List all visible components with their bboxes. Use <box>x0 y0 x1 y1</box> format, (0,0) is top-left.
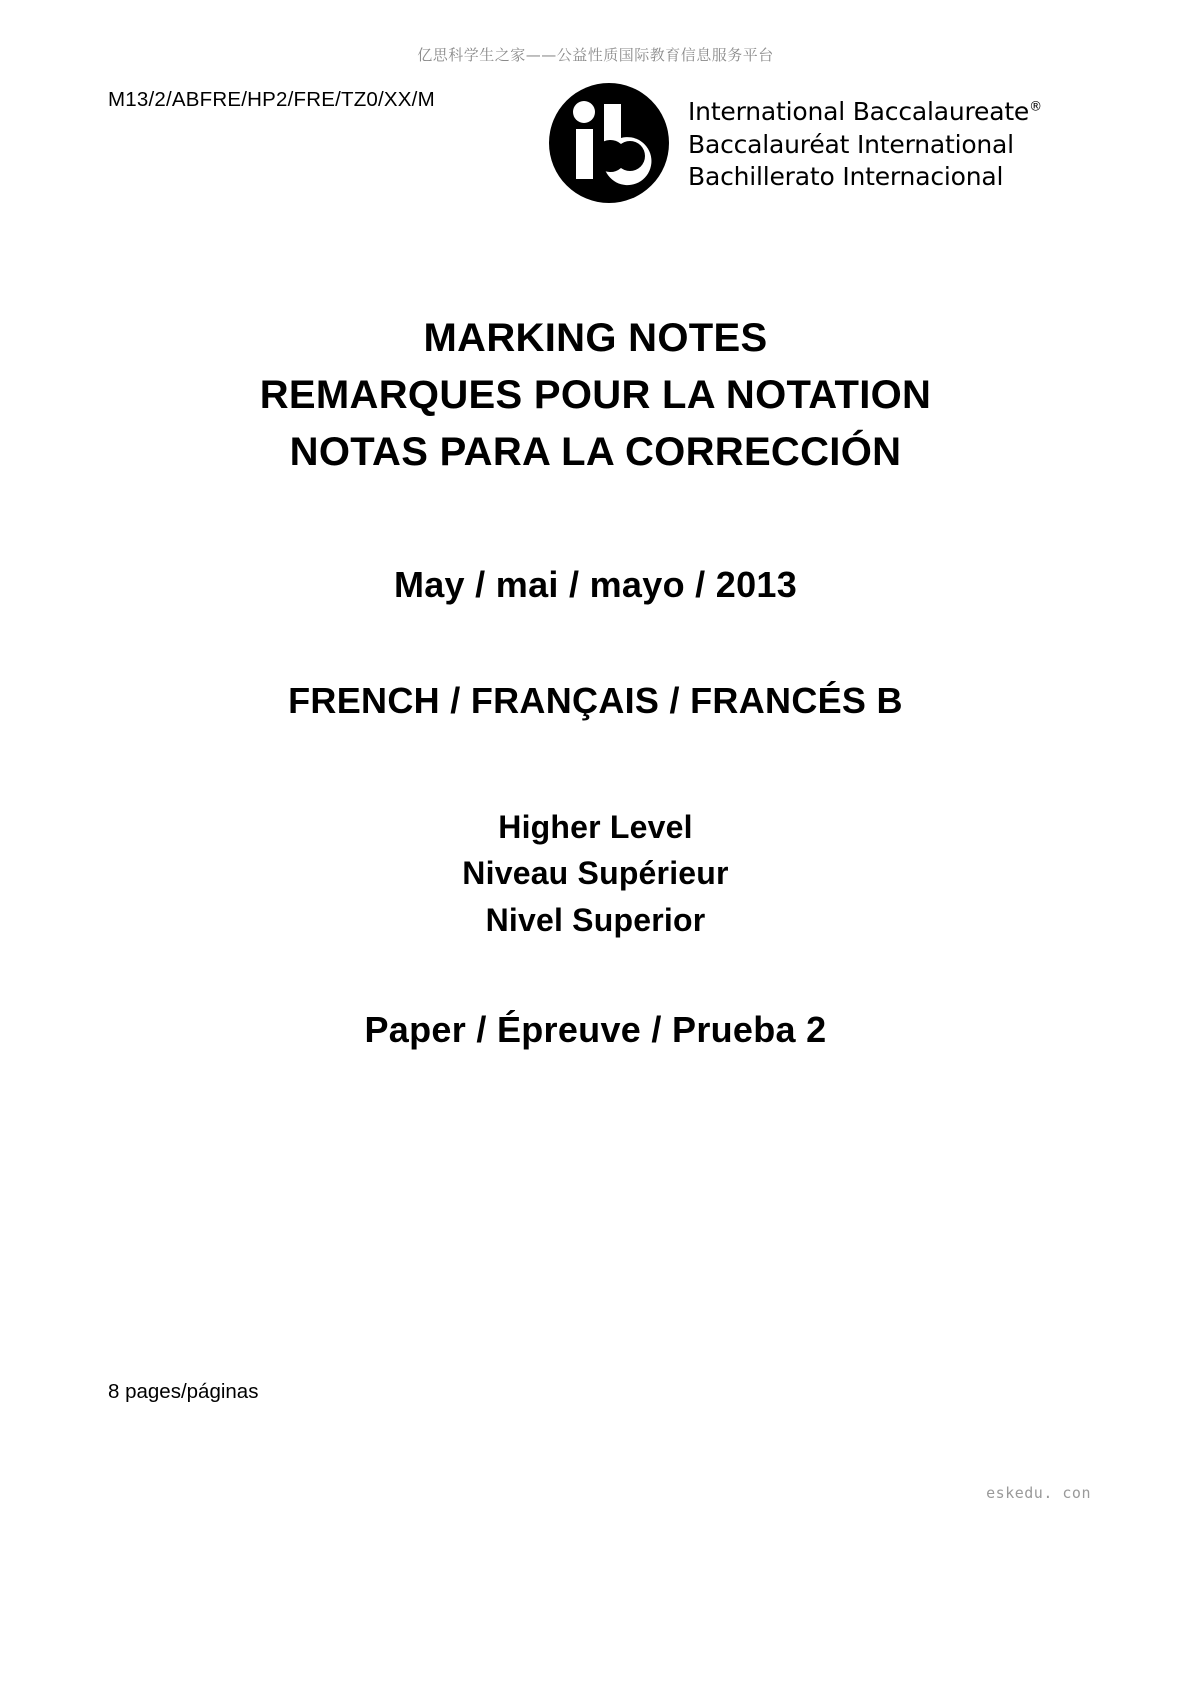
level-line-en: Higher Level <box>498 809 693 846</box>
spacer-1 <box>0 480 1191 564</box>
title-line-en: MARKING NOTES <box>423 316 768 360</box>
document-title <box>0 310 1191 480</box>
title-area <box>0 310 1191 1051</box>
title-line-fr: REMARQUES POUR LA NOTATION <box>259 372 932 417</box>
exam-subject: FRENCH / FRANÇAIS / FRANCÉS B <box>288 680 903 722</box>
level-line-es: Nivel Superior <box>485 901 706 938</box>
ib-logo-text <box>688 82 1042 194</box>
exam-session: May / mai / mayo / 2013 <box>393 564 798 606</box>
bottom-watermark: eskedu. con <box>986 1484 1091 1502</box>
ib-logo-mark-icon <box>548 82 670 204</box>
registered-mark-icon: ® <box>1029 99 1042 115</box>
ib-logo-line-es: Bachillerato Internacional <box>688 162 1004 191</box>
top-watermark: 亿思科学生之家——公益性质国际教育信息服务平台 <box>417 46 774 64</box>
page-count: 8 pages/páginas <box>108 1380 259 1403</box>
ib-logo <box>548 82 1042 204</box>
paper-code: M13/2/ABFRE/HP2/FRE/TZ0/XX/M <box>108 88 435 111</box>
spacer-2 <box>0 606 1191 680</box>
ib-logo-line-en: International Baccalaureate® <box>688 97 1042 126</box>
level-line-fr: Niveau Supérieur <box>462 855 729 892</box>
ib-logo-line-fr: Baccalauréat International <box>688 129 1014 159</box>
exam-level <box>0 804 1191 942</box>
spacer-3 <box>0 722 1191 804</box>
exam-paper: Paper / Épreuve / Prueba 2 <box>364 1008 827 1050</box>
spacer-4 <box>0 943 1191 1009</box>
title-line-es: NOTAS PARA LA CORRECCIÓN <box>289 429 902 474</box>
